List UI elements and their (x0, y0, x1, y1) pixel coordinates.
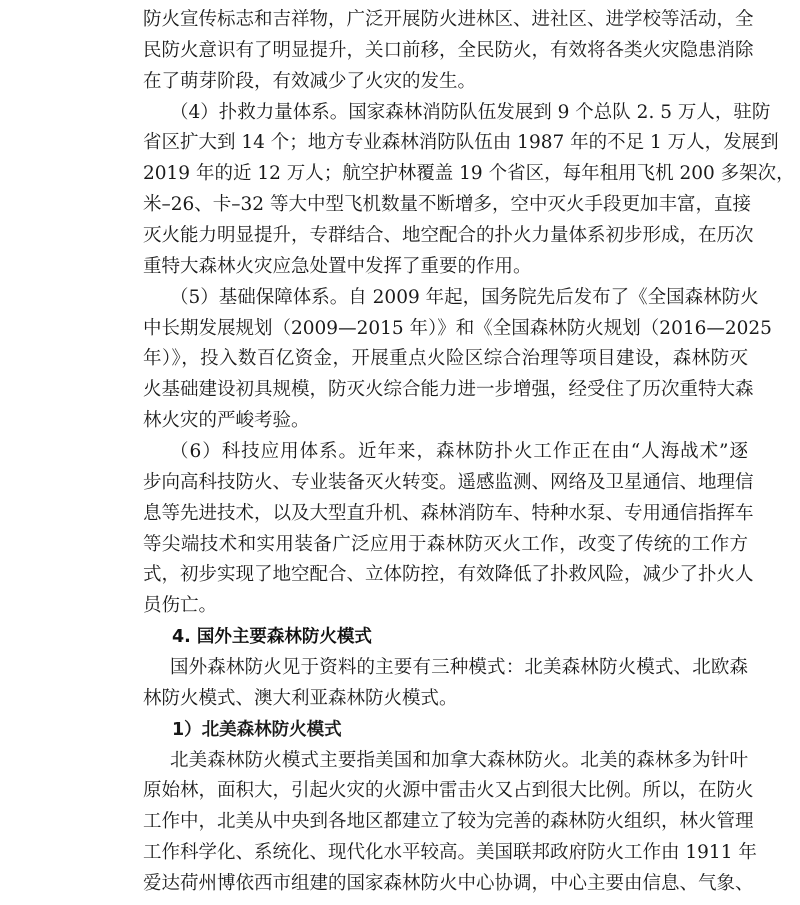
paragraph-line: 省区扩大到 14 个；地方专业森林消防队伍由 1987 年的不足 1 万人，发展到 (143, 132, 779, 153)
paragraph-line: 火基础建设初具规模，防灭火综合能力进一步增强，经受住了历次重特大森 (143, 379, 754, 400)
paragraph-line: 米–26、卡–32 等大中型飞机数量不断增多，空中灭火手段更加丰富，直接 (143, 194, 751, 215)
paragraph-line: 息等先进技术，以及大型直升机、森林消防车、特种水泵、专用通信指挥车 (143, 503, 754, 524)
paragraph-line: 灭火能力明显提升，专群结合、地空配合的扑火力量体系初步形成，在历次 (143, 225, 754, 246)
paragraph-line: 国外森林防火见于资料的主要有三种模式：北美森林防火模式、北欧森 (170, 657, 748, 678)
paragraph-line: （6）科技应用体系。近年来，森林防扑火工作正在由“人海战术”逐 (170, 441, 748, 462)
paragraph-line: 林火灾的严峻考验。 (143, 410, 310, 431)
paragraph-line: 重特大森林火灾应急处置中发挥了重要的作用。 (143, 256, 532, 277)
paragraph-line: 式，初步实现了地空配合、立体防控，有效降低了扑救风险，减少了扑火人 (143, 564, 754, 585)
paragraph-line: 原始林，面积大，引起火灾的火源中雷击火又占到很大比例。所以，在防火 (143, 780, 754, 801)
paragraph-line: 林防火模式、澳大利亚森林防火模式。 (143, 688, 458, 709)
paragraph-line: 民防火意识有了明显提升，关口前移，全民防火，有效将各类火灾隐患消除 (143, 40, 754, 61)
section-heading: 4. 国外主要森林防火模式 (172, 627, 372, 647)
paragraph-line: 北美森林防火模式主要指美国和加拿大森林防火。北美的森林多为针叶 (170, 750, 748, 771)
paragraph-line: 防火宣传标志和吉祥物，广泛开展防火进林区、进社区、进学校等活动，全 (143, 9, 754, 30)
paragraph-line: 2019 年的近 12 万人；航空护林覆盖 19 个省区，每年租用飞机 200 多架次， (143, 163, 795, 184)
paragraph-line: 等尖端技术和实用装备广泛应用于森林防灭火工作，改变了传统的工作方 (143, 534, 748, 555)
paragraph-line: 中长期发展规划（2009—2015 年）》和《全国森林防火规划（2016—2025 (143, 318, 772, 339)
paragraph-line: （4）扑救力量体系。国家森林消防队伍发展到 9 个总队 2. 5 万人，驻防 (170, 102, 771, 123)
paragraph-line: 工作科学化、系统化、现代化水平较高。美国联邦政府防火工作由 1911 年 (143, 842, 757, 863)
paragraph-line: 步向高科技防火、专业装备灭火转变。遥感监测、网络及卫星通信、地理信 (143, 472, 754, 493)
subsection-heading: 1）北美森林防火模式 (172, 720, 342, 740)
paragraph-line: （5）基础保障体系。自 2009 年起，国务院先后发布了《全国森林防火 (170, 287, 759, 308)
paragraph-line: 在了萌芽阶段，有效减少了火灾的发生。 (143, 71, 477, 92)
paragraph-line: 年）》，投入数百亿资金，开展重点火险区综合治理等项目建设，森林防灭 (143, 348, 748, 369)
paragraph-line: 爱达荷州博依西市组建的国家森林防火中心协调，中心主要由信息、气象、 (143, 873, 754, 894)
paragraph-line: 员伤亡。 (143, 595, 218, 616)
paragraph-line: 工作中，北美从中央到各地区都建立了较为完善的森林防火组织，林火管理 (143, 811, 754, 832)
